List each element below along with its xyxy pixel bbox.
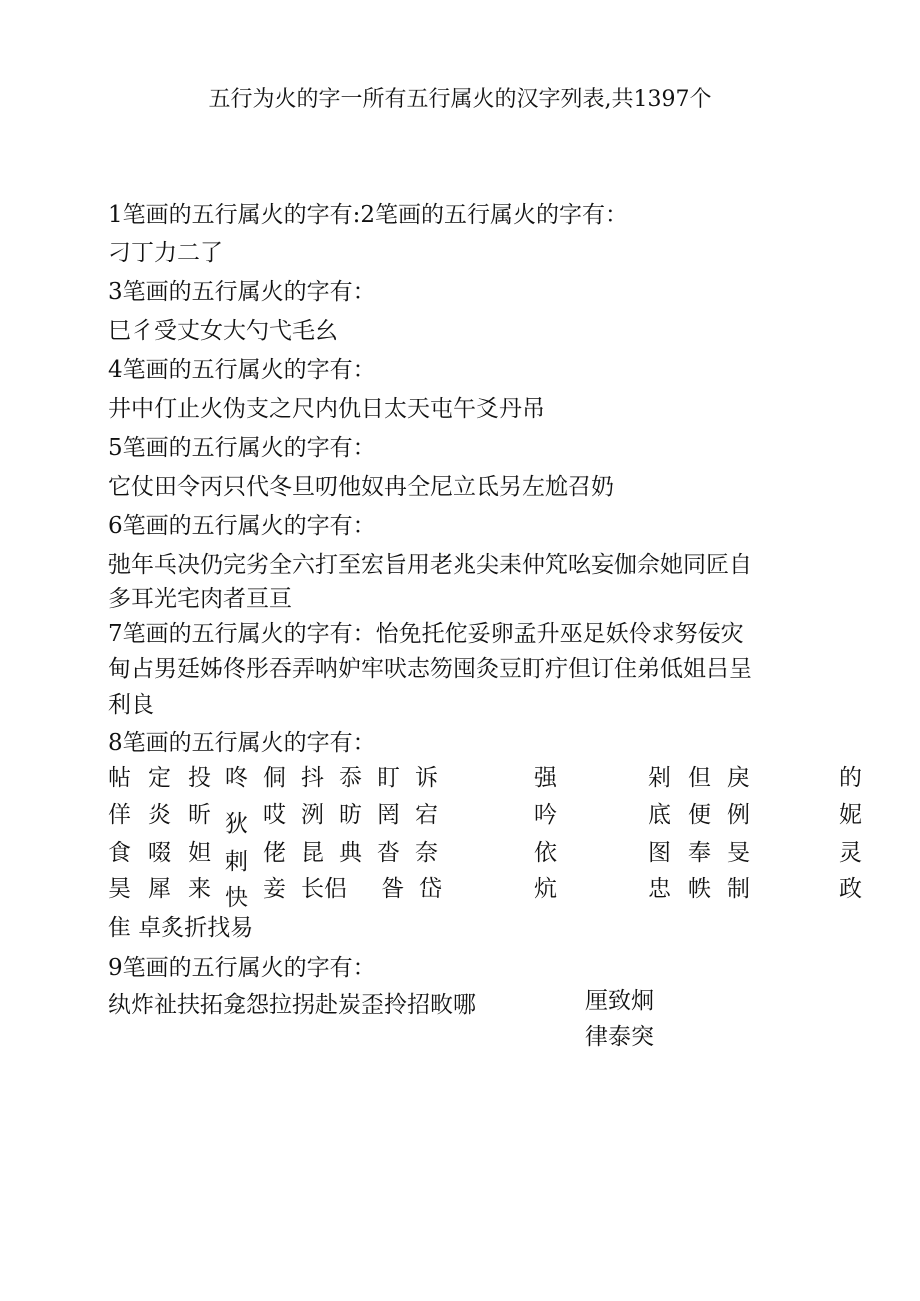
chars-5-strokes: 它仗田令丙只代冬旦叨他奴冉仝尼立氐另左尬召奶 [108, 474, 614, 500]
grid-char: 罔 [377, 802, 400, 828]
grid-char: 炕 [534, 876, 557, 902]
grid-char: 奈 [415, 840, 438, 866]
grid-char: 昊 [108, 876, 131, 902]
grid-char: 旻 [727, 840, 750, 866]
grid-char: 制 [727, 876, 750, 902]
grid-char: 昝 [381, 876, 404, 902]
grid-char: 昉 [339, 802, 362, 828]
chars-7-strokes-line2: 利良 [108, 692, 154, 718]
grid-char: 忠 [648, 876, 671, 902]
grid-char: 剌 [225, 849, 248, 875]
grid-char: 岱 [419, 876, 442, 902]
grid-char: 的 [839, 765, 862, 791]
grid-char: 吟 [534, 802, 557, 828]
grid-char: 奉 [688, 840, 711, 866]
grid-char: 便 [688, 802, 711, 828]
grid-char: 佬 [263, 840, 286, 866]
chars-2-strokes: 刁丁力二了 [108, 240, 223, 266]
stroke-heading-4: 4笔画的五行属火的字有： [108, 357, 376, 383]
grid-char: 帙 [688, 876, 711, 902]
grid-char: 忝 [339, 765, 362, 791]
stroke-heading-1-2: 1笔画的五行属火的字有:2笔画的五行属火的字有： [108, 202, 629, 228]
grid-char: 宕 [415, 802, 438, 828]
grid-char: 剁 [648, 765, 671, 791]
grid-char: 快 [225, 885, 248, 911]
stroke-heading-3: 3笔画的五行属火的字有： [108, 279, 376, 305]
chars-9-strokes-line1: 纨炸祉扶拓龛怨拉拐赴炭歪拎招畋哪 [108, 992, 476, 1018]
chars-9-strokes-right-1: 厘致炯 [585, 988, 654, 1014]
grid-char: 昆 [301, 840, 324, 866]
grid-char: 炎 [148, 802, 171, 828]
grid-char: 戾 [727, 765, 750, 791]
stroke-heading-8: 8笔画的五行属火的字有： [108, 730, 376, 756]
chars-3-strokes: 巳彳受丈女大勺弋毛幺 [108, 318, 338, 344]
grid-char: 例 [727, 802, 750, 828]
grid-char: 犀 [148, 876, 171, 902]
grid-row-2 [108, 799, 868, 837]
chars-9-strokes-right-2: 律泰突 [585, 1024, 654, 1050]
stroke-heading-6: 6笔画的五行属火的字有： [108, 513, 376, 539]
stroke-heading-5: 5笔画的五行属火的字有： [108, 435, 376, 461]
grid-char: 依 [534, 840, 557, 866]
grid-char: 定 [148, 765, 171, 791]
grid-char: 诉 [415, 765, 438, 791]
grid-char: 抖 [301, 765, 324, 791]
grid-char: 盯 [377, 765, 400, 791]
grid-char: 沓 [377, 840, 400, 866]
grid-char: 强 [534, 765, 557, 791]
chars-8-strokes-last-line: 隹 卓炙折找易 [108, 915, 254, 941]
grid-char: 底 [648, 802, 671, 828]
grid-char: 灵 [839, 840, 862, 866]
grid-row-3 [108, 837, 868, 875]
grid-char: 政 [839, 876, 862, 902]
grid-char: 佯 [108, 802, 131, 828]
grid-char: 昕 [188, 802, 211, 828]
grid-char: 但 [688, 765, 711, 791]
grid-char: 典 [339, 840, 362, 866]
grid-char: 哎 [263, 802, 286, 828]
grid-char: 妾 [263, 876, 286, 902]
stroke-heading-9: 9笔画的五行属火的字有： [108, 955, 376, 981]
grid-char: 帖 [108, 765, 131, 791]
page-title: 五行为火的字一所有五行属火的汉字列表,共1397个 [208, 87, 712, 112]
grid-char: 图 [648, 840, 671, 866]
grid-char: 洌 [301, 802, 324, 828]
grid-char: 投 [188, 765, 211, 791]
chars-4-strokes: 井中仃止火伪支之尺内仇日太天屯午爻丹吊 [108, 396, 545, 422]
grid-char: 啜 [148, 840, 171, 866]
grid-char: 狄 [225, 811, 248, 837]
chars-6-strokes-line2: 多耳光宅肉者亘亘 [108, 586, 292, 612]
grid-char: 侗 [263, 765, 286, 791]
grid-char: 来 [188, 876, 211, 902]
grid-char: 妲 [188, 840, 211, 866]
grid-row-4 [108, 873, 868, 911]
grid-row-1 [108, 762, 868, 796]
stroke-heading-7: 7笔画的五行属火的字有：怡免托佗妥卵孟升巫足妖伶求努佞灾 [108, 621, 744, 647]
grid-char: 长侣 [301, 876, 347, 902]
grid-char: 食 [108, 840, 131, 866]
chars-7-strokes-line1: 甸占男廷姊佟彤吞弄呐妒牢吠志笏囤灸豆盯疔但订住弟低姐吕呈 [108, 656, 752, 682]
chars-6-strokes-line1: 弛年乓决仍完劣全六打至宏旨用老兆尖耒仲竼吆妄伽佘她同匠自 [108, 552, 752, 578]
grid-char: 咚 [225, 765, 248, 791]
grid-char: 妮 [839, 802, 862, 828]
